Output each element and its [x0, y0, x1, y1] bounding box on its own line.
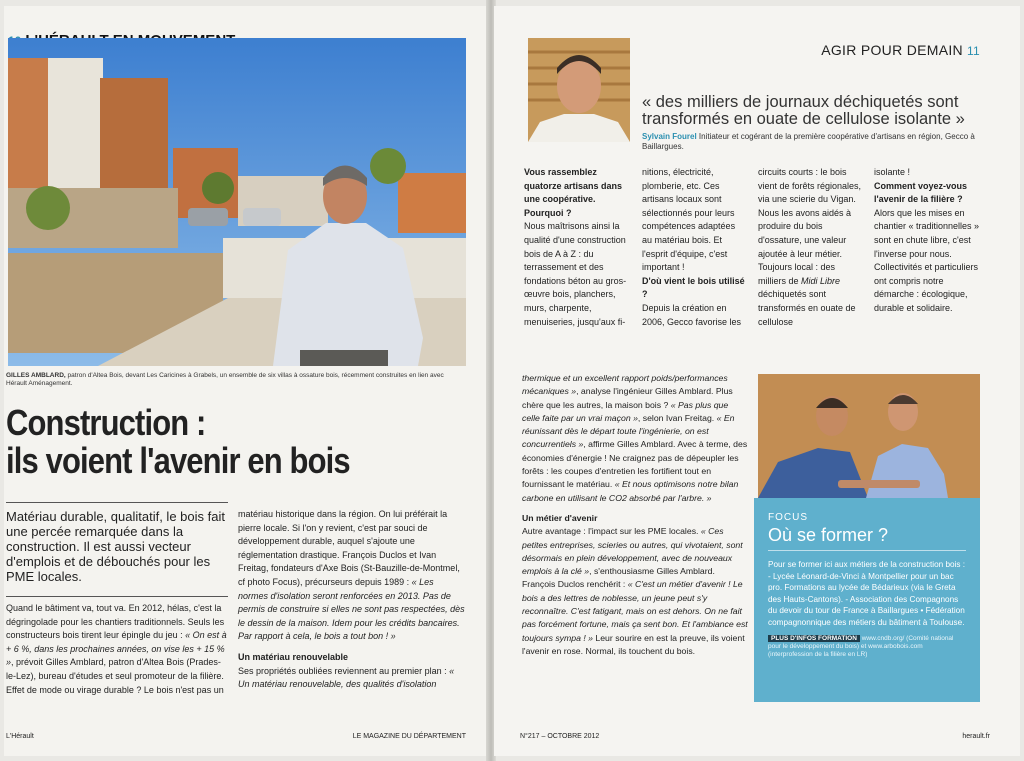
- right-page-number: 11: [966, 44, 980, 58]
- body-text-2: , selon Ivan Freitag.: [637, 412, 717, 423]
- interview-answer-3: Alors que les mises en chantier « traditionnelles » sont en chute libre, c'est l'inverse pour nous. Collectivités et particuliers ont compris notre démarche : écologique, durable et solidaire.: [874, 207, 980, 313]
- focus-photo-illustration: [758, 374, 980, 498]
- right-folio: [821, 42, 980, 58]
- interview-answer-2b-title: Midi Libre: [801, 275, 841, 286]
- article-headline: [6, 404, 410, 480]
- body-text-3: , affirme Gilles Amblard. Avec à terme, des économies d'énergie ! Ne craignez pas de dépeupler les forêts : les coupes d'entretien les fortifient tout en fournissant le matériau.: [522, 439, 748, 490]
- body-quote-3: « En réunissant dès le départ toute l'ingénierie, on est concurrentiels »: [522, 412, 735, 450]
- portrait-illustration: [528, 38, 630, 142]
- body-text-4: Autre avantage : l'impact sur les PME locales.: [522, 526, 701, 537]
- col2-text-a: matériau historique dans la région. On lui préférait la pierre locale. Si l'on y revient, c'est par souci de développement durable, auquel s'ajoute une réglementation drastique. François Duclos et Ivan Freitag, fondateurs d'Axe Bois (St-Bauzille-de-Montmel, cf photo Focus), précurseurs depuis 1989 :: [238, 509, 460, 587]
- left-footer-magazine: LE MAGAZINE DU DÉPARTEMENT: [352, 733, 466, 740]
- right-body-column: [522, 372, 748, 658]
- main-photo-illustration: [8, 38, 466, 366]
- quote-credit: [642, 132, 1012, 152]
- right-page: [494, 6, 1020, 756]
- body-quote-6: « C'est un métier d'avenir ! Le bois a des lettres de noblesse, un jeune peut s'y reconnaître. C'est fatigant, mais on est dehors. On ne fait pas forcément fortune, mais ça sent bon. Et l'ambiance est toujours sympa ! »: [522, 579, 748, 643]
- caption-text: patron d'Altea Bois, devant Les Caricines à Grabels, un ensemble de six villas à ossature bois, récemment construites en lien avec Hérault Aménagement.: [6, 372, 444, 387]
- focus-body: Pour se former ici aux métiers de la construction bois : - Lycée Léonard-de-Vinci à Montpellier pour un bac pro. Formations au lycée de Bédarieux (via le Greta des Hauts-Cantons). - Association des Compagnons du devoir du tour de France à Baillargues • Fédération compagnonnique des métiers du bâtiment à Toulouse.: [768, 560, 966, 627]
- credit-name: Sylvain Fourel: [642, 132, 697, 141]
- interview-answer-2b-end: déchiquetés sont transformés en ouate de cellulose: [758, 289, 856, 327]
- left-page: [4, 6, 488, 756]
- interview-column-1: [524, 166, 636, 329]
- interview-answer-1b: nitions, électricité, plomberie, etc. Ces artisans locaux sont sélectionnés pour leurs compétences adaptées au matériau bois. Et l'esprit d'équipe, c'est important !: [642, 167, 736, 273]
- body-text-5: , s'enthousiasme Gilles Amblard. François Duclos renchérit :: [522, 566, 715, 590]
- body-text-6: Leur sourire en est la preuve, ils voient l'avenir en rose. Normal, ils touchent du bois.: [522, 632, 745, 656]
- article-lede: Matériau durable, qualitatif, le bois fait une percée remarquée dans la construction. Il est aussi vecteur d'emplois et de débouchés pour les PME locales.: [6, 509, 225, 584]
- col1-text-a: Quand le bâtiment va, tout va. En 2012, hélas, c'est la dégringolade pour les chantiers traditionnels. Seuls les constructeurs bois tirent leur épingle du jeu :: [6, 603, 225, 641]
- headline-line-2: ils voient l'avenir en bois: [6, 440, 350, 481]
- focus-photo: [758, 374, 980, 498]
- caption-name: GILLES AMBLARD,: [6, 372, 66, 379]
- photo-caption: [6, 372, 452, 388]
- col1-quote: « On est à + 6 %, dans les prochaines années, on vise les + 15 % »: [6, 630, 227, 668]
- focus-tag: FOCUS: [768, 512, 808, 523]
- interview-column-4: [874, 166, 980, 316]
- col2-subheading: Un matériau renouvelable: [238, 651, 349, 662]
- col1-text-b: , prévoit Gilles Amblard, patron d'Altea Bois (Prades-le-Lez), bureau d'études et seul promoteur de la filière. Effet de mode ou virage durable ? Le bois n'est pas un: [6, 657, 224, 695]
- interview-column-3: [758, 166, 862, 329]
- focus-box: [754, 498, 980, 702]
- body-quote-4: « Et nous optimisons notre bilan carbone en utilisant le CO2 absorbé par l'arbre. »: [522, 479, 739, 503]
- headline-line-1: Construction :: [6, 402, 206, 443]
- focus-title: Où se former ?: [768, 525, 966, 551]
- interview-question-2: D'où vient le bois utilisé ?: [642, 275, 745, 300]
- body-quote-1: thermique et un excellent rapport poids/performances mécaniques »: [522, 373, 728, 397]
- focus-more-info: [768, 635, 966, 659]
- focus-more-text: www.cndb.org/ (Comité national pour le développement du bois) et www.arbobois.com (interprofession de la filière en LR): [768, 634, 954, 658]
- right-section-title: AGIR POUR DEMAIN: [821, 42, 963, 58]
- interview-question-3: Comment voyez-vous l'avenir de la filière ?: [874, 180, 968, 205]
- main-photo: [8, 38, 466, 366]
- body-subheading: Un métier d'avenir: [522, 512, 598, 523]
- focus-more-label: PLUS D'INFOS FORMATION: [768, 635, 860, 642]
- interview-answer-1: Nous maîtrisons ainsi la qualité d'une construction bois de A à Z : du terrassement et des fondations béton au gros-œuvre bois, planchers, murs, charpente, menuiseries, jusqu'aux fi-: [524, 221, 627, 327]
- right-footer-site: herault.fr: [962, 733, 990, 740]
- credit-text: Initiateur et cogérant de la première coopérative d'artisans en région, Gecco à Baillargues.: [642, 132, 975, 151]
- left-column-1: [6, 602, 228, 697]
- interview-column-2: [642, 166, 746, 329]
- left-footer-brand: L'Hérault: [6, 733, 34, 740]
- col2-quote-2: « Un matériau renouvelable, des qualités d'isolation: [238, 665, 455, 690]
- portrait-photo: [528, 38, 630, 142]
- left-column-2: [238, 508, 466, 692]
- right-footer-issue: N°217 – OCTOBRE 2012: [520, 733, 600, 740]
- interview-answer-2b: circuits courts : le bois vient de forêts régionales, via une scierie du Vigan. Nous les avons aidés à produire du bois d'ossature, une valeur ajoutée à leur métier. Toujours local : des milliers de: [758, 167, 862, 286]
- interview-answer-2: Depuis la création en 2006, Gecco favorise les: [642, 302, 742, 327]
- body-text-1: , analyse l'ingénieur Gilles Amblard. Plus chère que les autres, la maison bois ?: [522, 386, 733, 410]
- body-quote-2: « Pas plus que celle faite par un vrai maçon »: [522, 399, 729, 423]
- lede-rule-top: [6, 502, 228, 503]
- pullquote: « des milliers de journaux déchiquetés sont transformés en ouate de cellulose isolante »: [642, 93, 965, 128]
- col2-quote: « Les normes d'isolation seront renforcées en 2013. Pas de permis de construire si elles ne sont pas respectées, dès le dessin de la maison. Idem pour les crédits bancaires. Par rapport à cela, le bois a tout bon ! »: [238, 576, 465, 642]
- body-quote-5: « Ces petites entreprises, scieries ou autres, qui vivotaient, sont désormais en plein développement, avec de nouveaux emplois à la clé »: [522, 526, 743, 577]
- interview-question-1: Vous rassemblez quatorze artisans dans une coopérative. Pourquoi ?: [524, 167, 623, 218]
- lede-rule-bottom: [6, 596, 228, 597]
- interview-answer-2c: isolante !: [874, 167, 911, 177]
- col2-text-b: Ses propriétés oubliées reviennent au premier plan :: [238, 665, 450, 676]
